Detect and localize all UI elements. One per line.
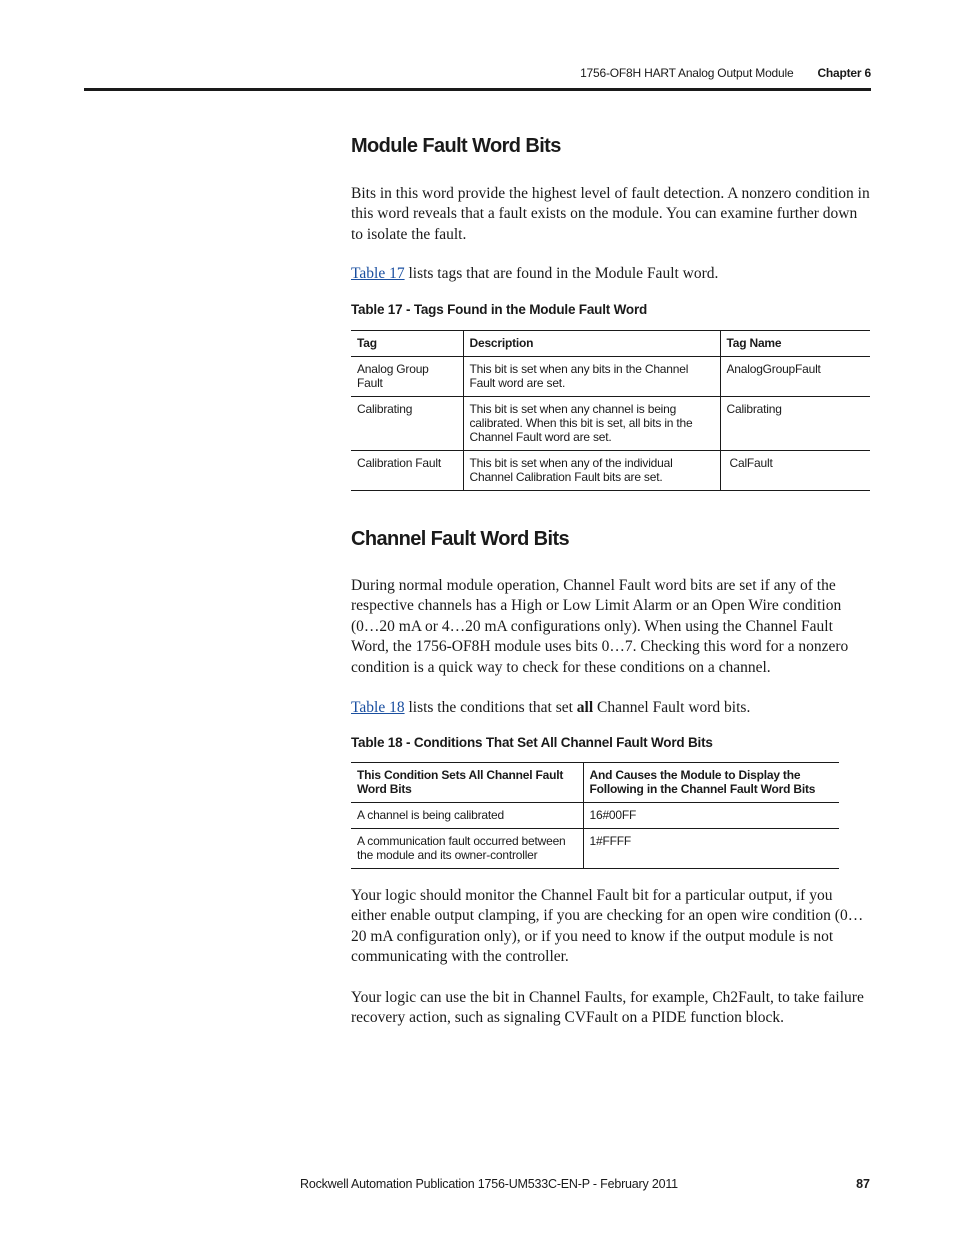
table-cell: Calibration Fault (351, 451, 463, 491)
module-fault-paragraph: Bits in this word provide the highest level of fault detection. A nonzero condition in this word reveals that a fault exists on the module. You can examine further down to isolate the fault. (351, 185, 870, 243)
table-cell: This bit is set when any of the individual Channel Calibration Fault bits are set. (463, 451, 720, 491)
table18-caption: Table 18 - Conditions That Set All Channel Fault Word Bits (351, 735, 713, 750)
table18 (351, 762, 839, 869)
table-row (351, 357, 870, 397)
table18-header-row (351, 763, 839, 803)
monitor-paragraph: Your logic should monitor the Channel Fault bit for a particular output, if you either enable output clamping, if you are checking for an open wire condition (0…20 mA configuration only), or if you need to know if the output module is not communicating with the controller. (351, 887, 864, 966)
table-cell: Calibrating (720, 397, 870, 451)
table17-reference (351, 264, 871, 284)
chapter-label: Chapter 6 (817, 66, 871, 80)
recovery-paragraph: Your logic can use the bit in Channel Faults, for example, Ch2Fault, to take failure recovery action, such as signaling CVFault on a PIDE function block. (351, 989, 864, 1027)
table-cell: 1#FFFF (583, 829, 839, 869)
table-cell: 16#00FF (583, 803, 839, 829)
table17-reference-text: lists tags that are found in the Module Fault word. (404, 265, 719, 282)
publication-footer: Rockwell Automation Publication 1756-UM533C-EN-P - February 2011 (300, 1177, 678, 1191)
table-cell: This bit is set when any channel is being calibrated. When this bit is set, all bits in the Channel Fault word are set. (463, 397, 720, 451)
table-row (351, 829, 839, 869)
table-cell: A communication fault occurred between the module and its owner-controller (351, 829, 583, 869)
table18-header-condition: This Condition Sets All Channel Fault Word Bits (351, 763, 583, 803)
table18-link[interactable]: Table 18 (351, 699, 405, 716)
table-cell: Calibrating (351, 397, 463, 451)
table-cell: Analog Group Fault (351, 357, 463, 397)
table17-header-tag: Tag (351, 331, 463, 357)
header-rule (84, 88, 871, 91)
table-row (351, 397, 870, 451)
table17 (351, 330, 870, 491)
section-heading-module-fault: Module Fault Word Bits (351, 135, 561, 157)
table18-reference-bold: all (576, 699, 594, 716)
channel-fault-paragraph: During normal module operation, Channel Fault word bits are set if any of the respective channels has a High or Low Limit Alarm or an Open Wire condition (0…20 mA or 4…20 mA configurations only). When using the Channel Fault Word, the 1756-OF8H module uses bits 0…7. Checking this word for a nonzero condition is a quick way to check for these conditions on a channel. (351, 577, 849, 676)
table17-link[interactable]: Table 17 (351, 265, 405, 282)
table-cell: A channel is being calibrated (351, 803, 583, 829)
table18-header-display: And Causes the Module to Display the Following in the Channel Fault Word Bits (583, 763, 839, 803)
module-title: 1756-OF8H HART Analog Output Module (580, 66, 794, 80)
table18-reference-text: lists the conditions that set (404, 699, 577, 716)
table-row (351, 451, 870, 491)
page-number: 87 (856, 1177, 870, 1191)
table17-header-tag-name: Tag Name (720, 331, 870, 357)
table17-header-description: Description (463, 331, 720, 357)
section-heading-channel-fault: Channel Fault Word Bits (351, 528, 570, 550)
table-cell: This bit is set when any bits in the Channel Fault word are set. (463, 357, 720, 397)
table-row (351, 803, 839, 829)
table17-header-row (351, 331, 870, 357)
table-cell: CalFault (720, 451, 870, 491)
table18-reference (351, 698, 871, 718)
running-header (580, 66, 871, 80)
table18-reference-text-end: Channel Fault word bits. (593, 699, 751, 716)
table-cell: AnalogGroupFault (720, 357, 870, 397)
table17-caption: Table 17 - Tags Found in the Module Fault Word (351, 302, 648, 317)
